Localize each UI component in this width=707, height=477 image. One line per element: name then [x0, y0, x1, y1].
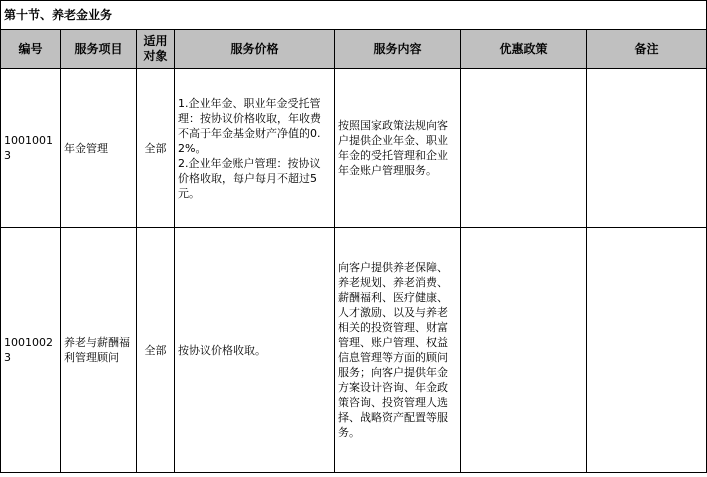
- row-price-text: 1.企业年金、职业年金受托管理：按协议价格收取，年收费不高于年金基金财产净值的0.2%。 2.企业年金账户管理：按协议价格收取，每户每月不超过5元。: [178, 96, 321, 200]
- header-content: 服务内容: [335, 30, 461, 69]
- row-discount: [461, 228, 587, 473]
- table-row: [1, 69, 707, 228]
- header-price: 服务价格: [175, 30, 335, 69]
- row-code: 10010023: [1, 228, 61, 473]
- header-item: 服务项目: [61, 30, 137, 69]
- row-code: 10010013: [1, 69, 61, 228]
- row-remark: [587, 69, 707, 228]
- header-remark: 备注: [587, 30, 707, 69]
- row-price: [175, 69, 335, 228]
- row-item: 年金管理: [61, 69, 137, 228]
- header-code: 编号: [1, 30, 61, 69]
- header-target-label: 适用对象: [143, 34, 168, 63]
- table-row: [1, 228, 707, 473]
- row-discount: [461, 69, 587, 228]
- row-price: 按协议价格收取。: [175, 228, 335, 473]
- header-discount: 优惠政策: [461, 30, 587, 69]
- row-item: 养老与薪酬福利管理顾问: [61, 228, 137, 473]
- row-content: 向客户提供养老保障、养老规划、养老消费、薪酬福利、医疗健康、人才激励、以及与养老相关的投资管理、财富管理、账户管理、权益信息管理等方面的顾问服务；向客户提供年金方案设计咨询、年金政策咨询、投资管理人选择、战略资产配置等服务。: [335, 228, 461, 473]
- row-target: 全部: [137, 69, 175, 228]
- table-header-row: [1, 30, 707, 69]
- row-content: 按照国家政策法规向客户提供企业年金、职业年金的受托管理和企业年金账户管理服务。: [335, 69, 461, 228]
- header-target: [137, 30, 175, 69]
- row-target: 全部: [137, 228, 175, 473]
- section-title: 第十节、养老金业务: [1, 1, 707, 30]
- row-remark: [587, 228, 707, 473]
